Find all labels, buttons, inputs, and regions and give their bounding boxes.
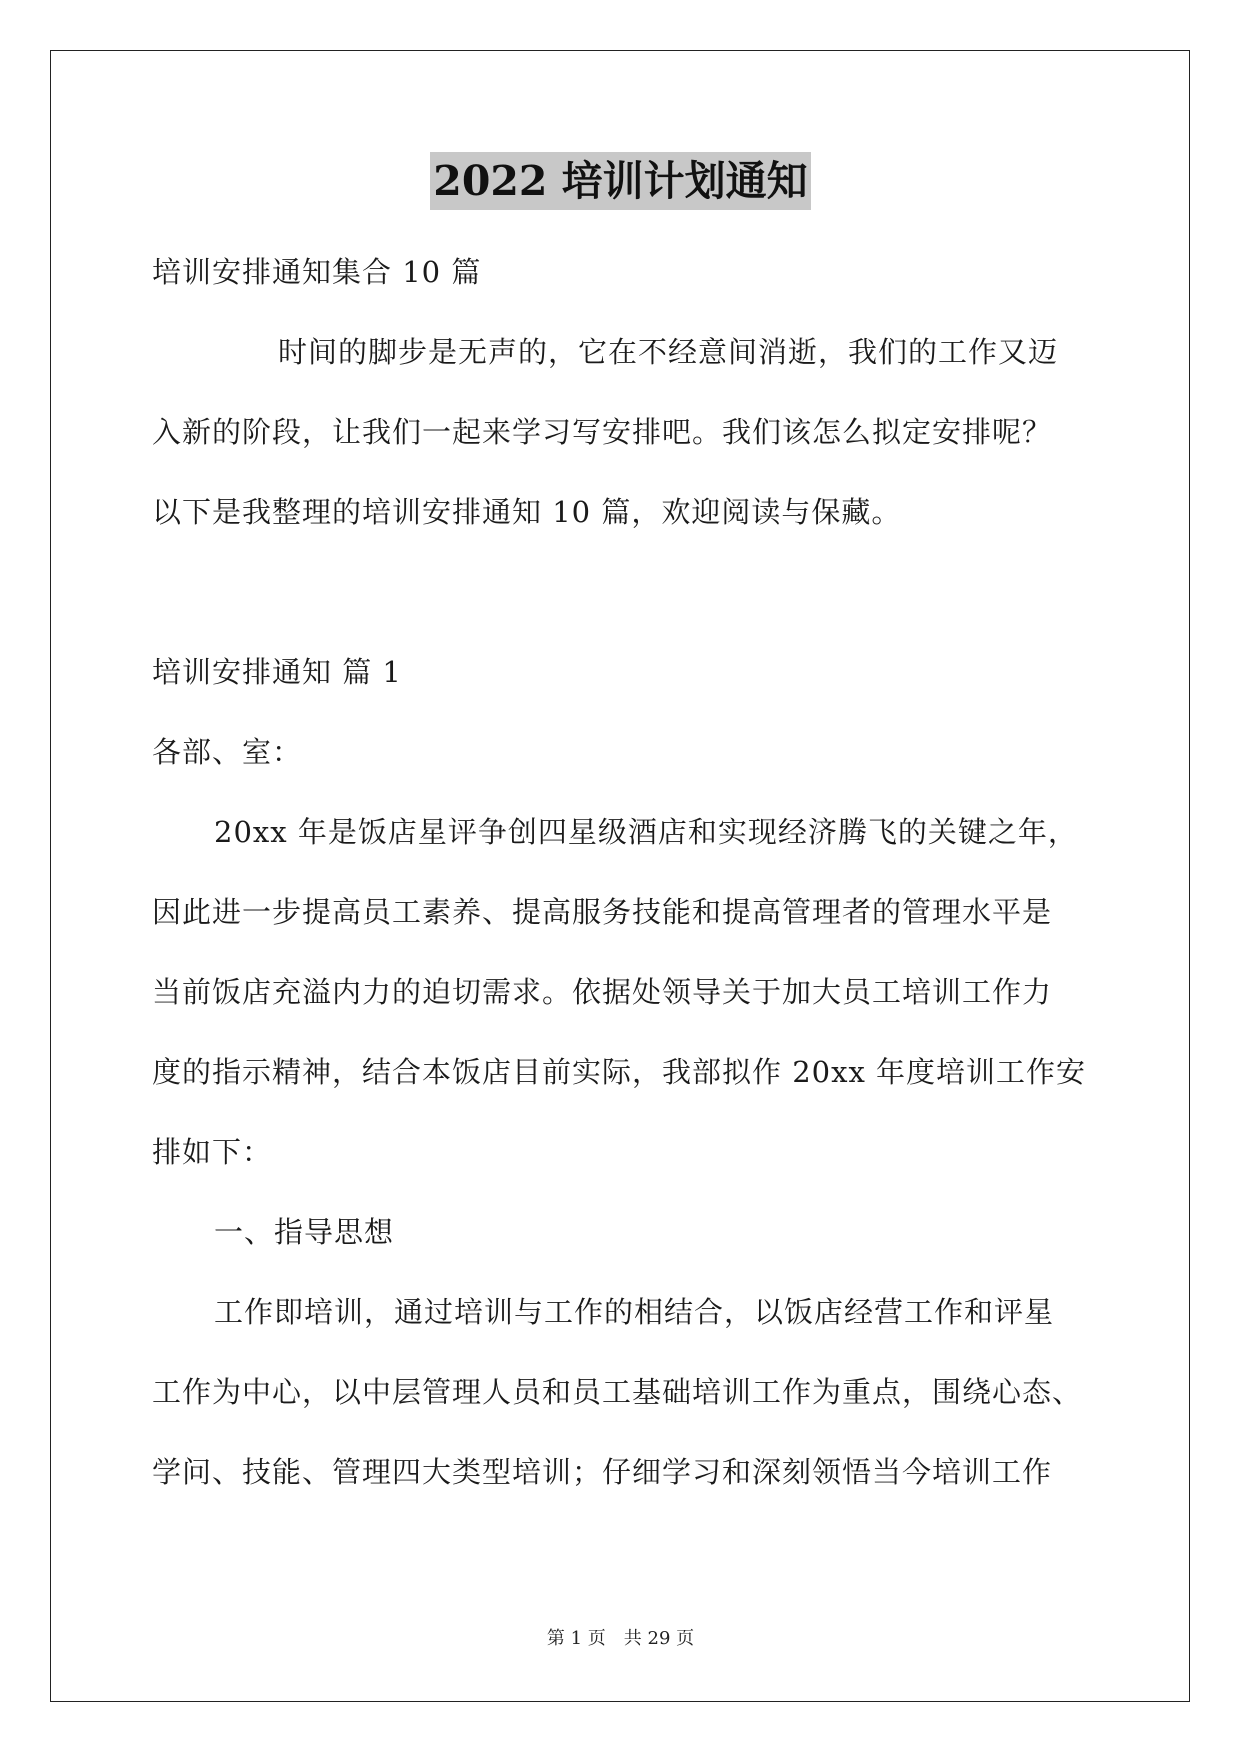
intro-line: 入新的阶段，让我们一起来学习写安排吧。我们该怎么拟定安排呢？ bbox=[152, 415, 1053, 449]
page-total: 共 29 页 bbox=[623, 1628, 695, 1649]
body-line: 当前饭店充溢内力的迫切需求。依据处领导关于加大员工培训工作力 bbox=[152, 975, 1053, 1009]
document-title: 2022 培训计划通知 bbox=[430, 152, 810, 210]
intro-line: 以下是我整理的培训安排通知 10 篇，欢迎阅读与保藏。 bbox=[152, 495, 902, 529]
salutation: 各部、室： bbox=[152, 735, 303, 769]
body-line: 工作即培训，通过培训与工作的相结合，以饭店经营工作和评星 bbox=[214, 1295, 1055, 1329]
title-container bbox=[0, 152, 1241, 210]
body-line: 因此进一步提高员工素养、提高服务技能和提高管理者的管理水平是 bbox=[152, 895, 1053, 929]
body-line: 度的指示精神，结合本饭店目前实际，我部拟作 20xx 年度培训工作安 bbox=[152, 1055, 1087, 1089]
section-heading: 培训安排通知 篇 1 bbox=[152, 655, 402, 689]
body-line: 20xx 年是饭店星评争创四星级酒店和实现经济腾飞的关键之年， bbox=[214, 815, 1078, 849]
paragraph-gap bbox=[152, 552, 1098, 632]
subsection-heading: 一、指导思想 bbox=[214, 1215, 395, 1249]
body-line: 学问、技能、管理四大类型培训；仔细学习和深刻领悟当今培训工作 bbox=[152, 1455, 1053, 1489]
intro-line: 时间的脚步是无声的，它在不经意间消逝，我们的工作又迈 bbox=[278, 335, 1059, 369]
page-number: 第 1 页 bbox=[546, 1628, 606, 1649]
body-line: 排如下： bbox=[152, 1135, 273, 1169]
document-body bbox=[152, 232, 1098, 1512]
page-footer bbox=[0, 1624, 1241, 1650]
body-line: 工作为中心，以中层管理人员和员工基础培训工作为重点，围绕心态、 bbox=[152, 1375, 1083, 1409]
subtitle-line: 培训安排通知集合 10 篇 bbox=[152, 255, 482, 289]
